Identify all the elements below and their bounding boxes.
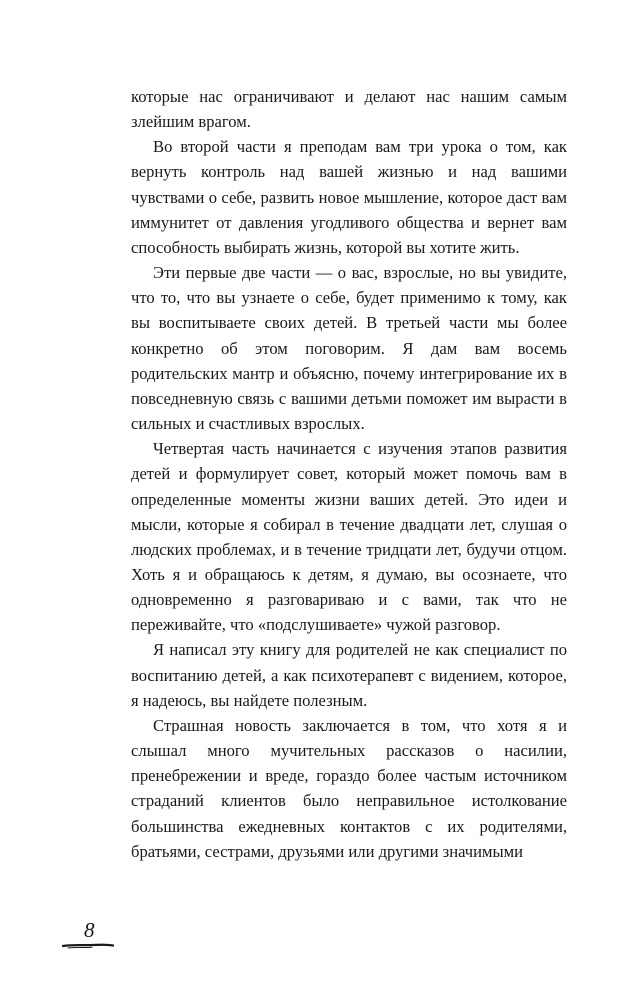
paragraph-5: Я написал эту книгу для родителей не как специалист по воспитанию детей, а как психотерапевт с видением, которое, я надеюсь, вы найдете полезным. xyxy=(131,640,567,710)
paragraph-1: которые нас ограничивают и делают нас нашим самым злейшим врагом. xyxy=(131,87,567,132)
paragraph-6: Страшная новость заключается в том, что хотя я и слышал много мучительных рассказов о насилии, пренебрежении и вреде, гораздо более частым источником страданий клиентов было неправильное истолкование большинства ежедневных контактов с их родителями, братьями, сестрами, друзьями или другими значимыми xyxy=(131,715,567,861)
paragraph-3: Эти первые две части — о вас, взрослые, но вы увидите, что то, что вы узнаете о себе, будет применимо к тому, как вы воспитываете своих детей. В третьей части мы более конкретно об этом поговорим. Я дам вам восемь родительских мантр и объясню, почему интегрирование их в повседневную связь с вашими детьми поможет им вырасти в сильных и счастливых взрослых. xyxy=(131,263,567,434)
folio-brush-rule xyxy=(62,940,114,952)
page-folio xyxy=(62,918,122,958)
body-text xyxy=(131,84,567,864)
paragraph-2: Во второй части я преподам вам три урока о том, как вернуть контроль над вашей жизнью и над вашими чувствами о себе, развить новое мышление, которое даст вам иммунитет от давления угодливого общества и вернет вам способность выбирать жизнь, которой вы хотите жить. xyxy=(131,137,567,257)
paragraph-4: Четвертая часть начинается с изучения этапов развития детей и формулирует совет, который может помочь вам в определенные моменты жизни ваших детей. Это идеи и мысли, которые я собирал в течение двадцати лет, слушая о людских проблемах, и в течение тридцати лет, будучи отцом. Хоть я и обращаюсь к детям, я думаю, вы осознаете, что одновременно я разговариваю и с вами, так что не переживайте, что «подслушиваете» чужой разговор. xyxy=(131,439,567,635)
page-number: 8 xyxy=(84,918,95,942)
